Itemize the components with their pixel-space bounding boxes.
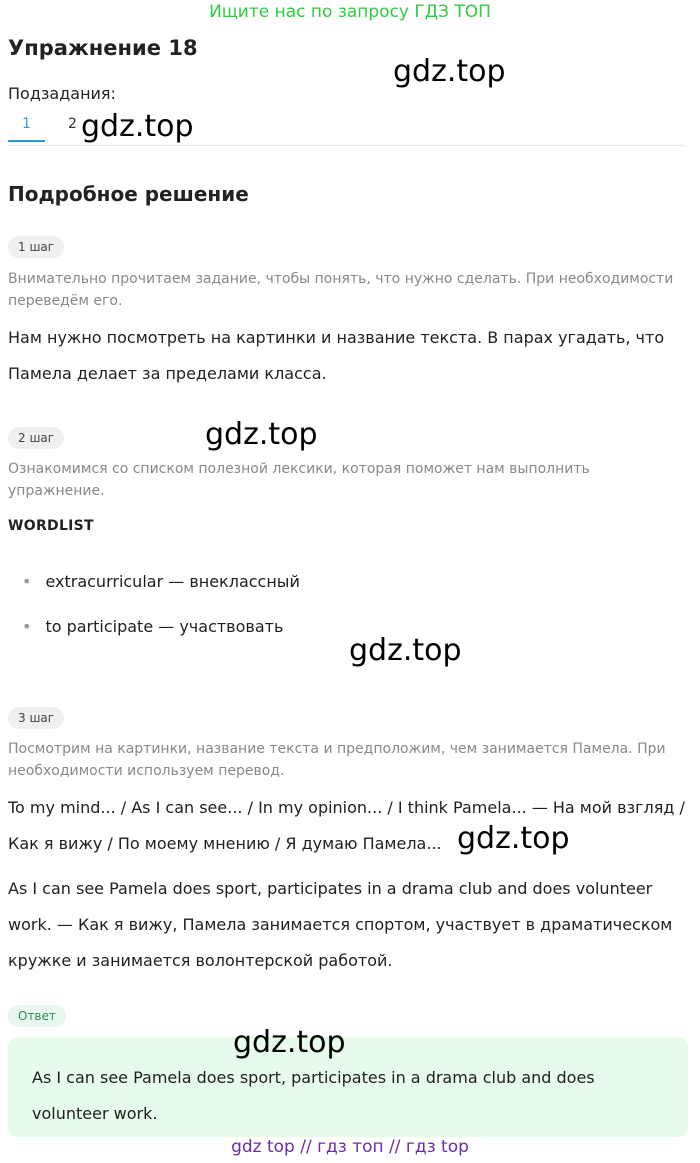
tab-subtask-1[interactable]: 1 — [8, 116, 45, 142]
top-banner: Ищите нас по запросу ГДЗ ТОП — [209, 2, 491, 22]
step-2-badge: 2 шаг — [8, 427, 64, 449]
answer-badge: Ответ — [8, 1005, 66, 1027]
step-1-badge: 1 шаг — [8, 236, 64, 258]
step-3-text-example: As I can see Pamela does sport, participates in a drama club and does volunteer work. — Как я вижу, Памела занимается спортом, участвует в драматическом кружке и занимается волонтерской работой. — [8, 879, 673, 970]
watermark: gdz.top — [81, 109, 194, 144]
wordlist-item-text: extracurricular — внеклассный — [45, 572, 300, 591]
step-3-text-phrases: To my mind... / As I can see... / In my opinion... / I think Pamela... — На мой взгляд / Как я вижу / По моему мнению / Я думаю Памела... — [8, 798, 685, 853]
step-2-hint: Ознакомимся со списком полезной лексики, которая поможет нам выполнить упражнение. — [8, 461, 590, 499]
divider — [8, 145, 686, 146]
subtasks-label: Подзадания: — [8, 84, 116, 103]
solution-heading: Подробное решение — [8, 182, 249, 206]
wordlist-item-text: to participate — участвовать — [45, 617, 284, 636]
bullet-icon: • — [22, 572, 32, 591]
bullet-icon: • — [22, 617, 32, 636]
page-title: Упражнение 18 — [8, 36, 198, 60]
footer-links: gdz top // гдз топ // гдз top — [231, 1137, 469, 1157]
watermark: gdz.top — [205, 417, 318, 452]
step-1-hint: Внимательно прочитаем задание, чтобы понять, что нужно сделать. При необходимости переведём его. — [8, 271, 674, 309]
watermark: gdz.top — [393, 54, 506, 89]
watermark: gdz.top — [349, 633, 462, 668]
watermark: gdz.top — [457, 821, 570, 856]
step-1-text: Нам нужно посмотреть на картинки и название текста. В парах угадать, что Памела делает за пределами класса. — [8, 328, 665, 383]
wordlist-item — [22, 617, 283, 636]
step-3-hint: Посмотрим на картинки, название текста и предположим, чем занимается Памела. При необходимости используем перевод. — [8, 741, 666, 779]
tab-subtask-2[interactable]: 2 — [68, 116, 77, 132]
step-3-badge: 3 шаг — [8, 707, 64, 729]
wordlist-item — [22, 572, 300, 591]
answer-text: As I can see Pamela does sport, participates in a drama club and does volunteer work. — [32, 1068, 595, 1123]
watermark: gdz.top — [233, 1025, 346, 1060]
wordlist-title: WORDLIST — [8, 518, 94, 534]
